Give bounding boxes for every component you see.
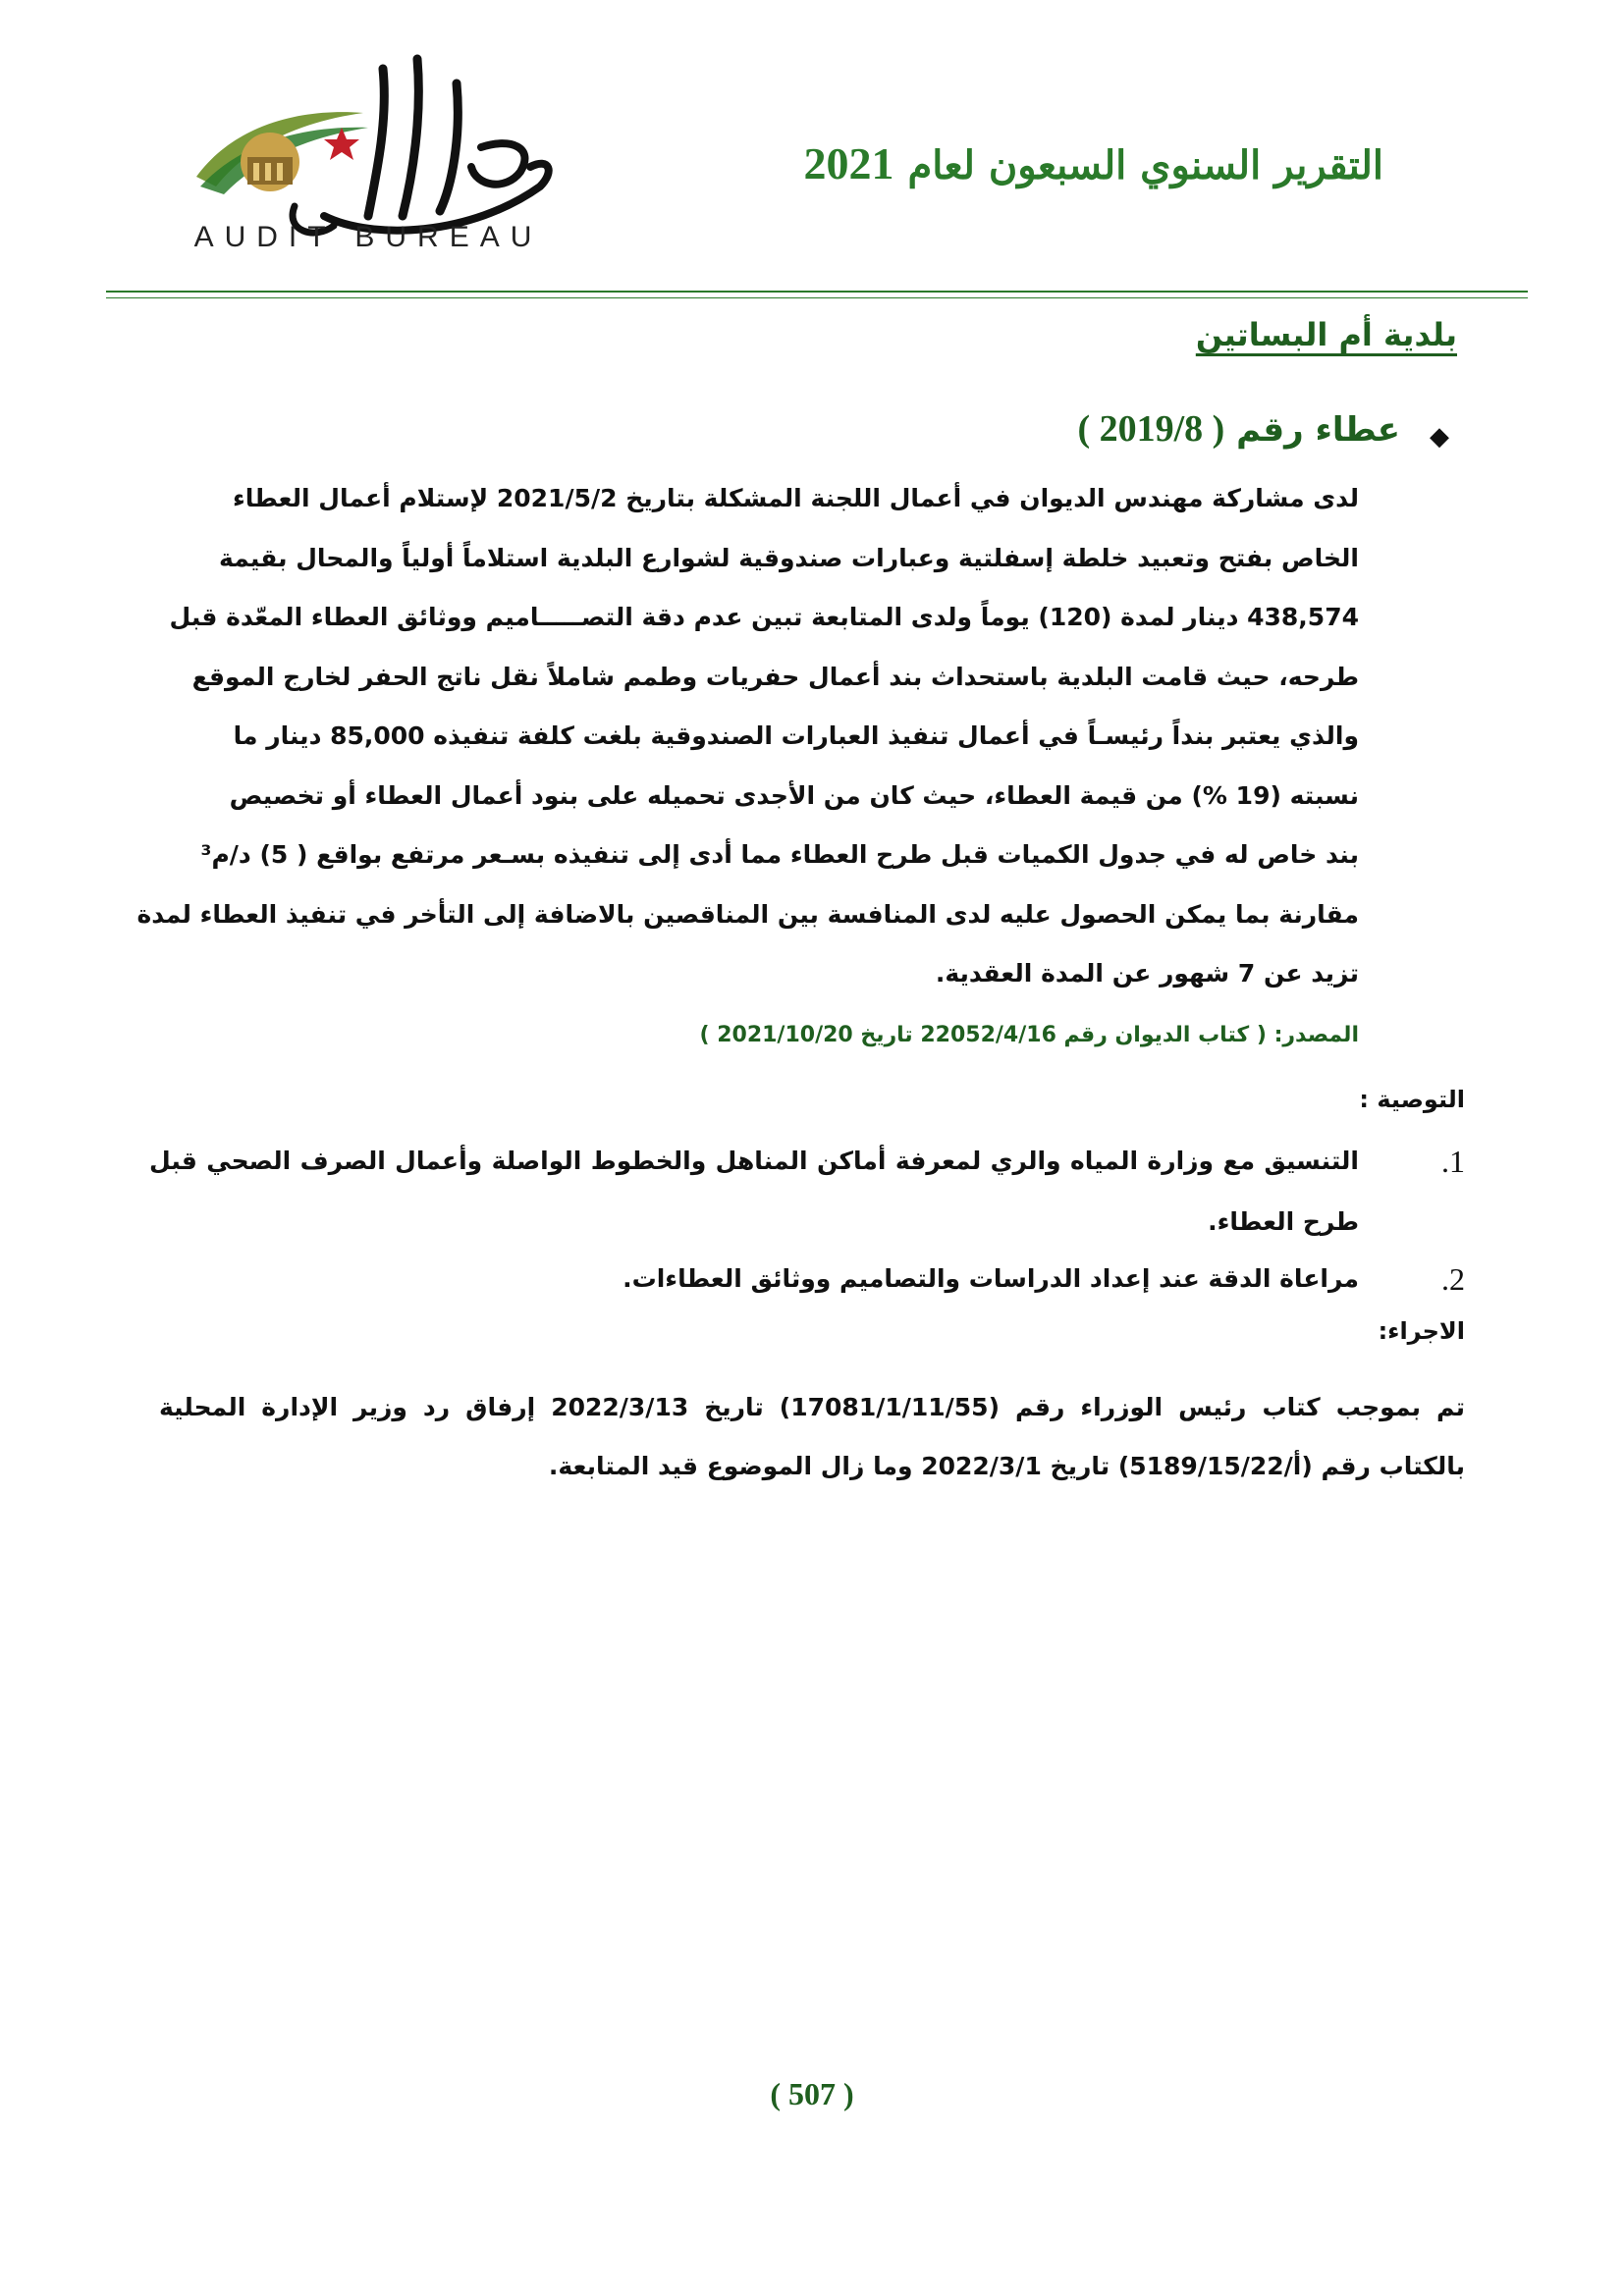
report-title-text: التقرير السنوي السبعون لعام: [907, 142, 1383, 188]
bid-paragraph-line: طرحه، حيث قامت البلدية باستحداث بند أعمال حفريات وطمم شاملاً نقل ناتج الحفر لخارج الموقع: [191, 662, 1359, 691]
bullet-diamond-icon: ◆: [1430, 422, 1449, 452]
bid-paragraph-line: بند خاص له في جدول الكميات قبل طرح العطاء مما أدى إلى تنفيذه بسـعر مرتفع بواقع ( 5) د/م³: [200, 840, 1359, 869]
entity-title: بلدية أم البساتين: [1195, 316, 1457, 353]
recommendation-item: [149, 1131, 1465, 1253]
bid-paragraph-line: الخاص بفتح وتعبيد خلطة إسفلتية وعبارات صندوقية لشوارع البلدية استلاماً أولياً والمحال بقيمة: [218, 543, 1359, 572]
bid-paragraph-line: نسبته (19 %) من قيمة العطاء، حيث كان من الأجدى تحميله على بنود أعمال العطاء أو تخصيص: [229, 780, 1359, 810]
action-line: بالكتاب رقم (أ/5189/15/22) تاريخ 2022/3/1 وما زال الموضوع قيد المتابعة.: [548, 1452, 1465, 1480]
bid-paragraph-line: تزيد عن 7 شهور عن المدة العقدية.: [935, 959, 1359, 988]
recommendation-text: [149, 1249, 1359, 1309]
header-divider: [106, 291, 1528, 298]
bid-number: ( 2019/8 ): [1077, 408, 1225, 450]
bid-paragraph-line: لدى مشاركة مهندس الديوان في أعمال اللجنة المشكلة بتاريخ 2021/5/2 لإستلام أعمال العطاء: [232, 484, 1359, 512]
recommendation-line: التنسيق مع وزارة المياه والري لمعرفة أماكن المناهل والخطوط الواصلة وأعمال الصرف الصحي قبل: [149, 1147, 1359, 1175]
bid-heading: [1077, 407, 1400, 451]
recommendation-label: التوصية :: [1359, 1086, 1465, 1113]
list-marker: 1.: [1441, 1144, 1465, 1179]
list-marker: 2.: [1441, 1261, 1465, 1297]
bid-label: عطاء رقم: [1236, 410, 1400, 450]
recommendation-line: طرح العطاء.: [1208, 1207, 1359, 1236]
action-paragraph: [159, 1378, 1465, 1496]
report-year: 2021: [803, 138, 894, 188]
recommendation-line: مراعاة الدقة عند إعداد الدراسات والتصاميم ووثائق العطاءات.: [623, 1264, 1359, 1293]
recommendation-item: [149, 1249, 1465, 1309]
recommendation-text: [149, 1131, 1359, 1253]
bid-paragraph-line: والذي يعتبر بنداً رئيسـاً في أعمال تنفيذ العبارات الصندوقية بلغت كلفة تنفيذه 85,000 دينار ما: [233, 721, 1359, 750]
source-note: المصدر: ( كتاب الديوان رقم 22052/4/16 تاريخ 2021/10/20 ): [699, 1023, 1359, 1047]
report-title: [804, 137, 1383, 189]
bid-paragraph: [136, 469, 1359, 1004]
action-line: تم بموجب كتاب رئيس الوزراء رقم (17081/1/11/55) تاريخ 2022/3/13 إرفاق رد وزير الإدارة المحلية: [159, 1393, 1465, 1421]
logo-english-text: AUDIT BUREAU: [193, 221, 543, 253]
bid-paragraph-line: مقارنة بما يمكن الحصول عليه لدى المنافسة بين المناقصين بالاضافة إلى التأخر في تنفيذ العطاء لمدة: [136, 899, 1359, 929]
bid-paragraph-line: 438,574 دينار لمدة (120) يوماً ولدى المتابعة تبين عدم دقة التصـــــاميم ووثائق العطاء المعّدة قبل: [169, 603, 1359, 631]
action-label: الاجراء:: [1378, 1317, 1465, 1345]
page-number: ( 507 ): [770, 2076, 854, 2111]
